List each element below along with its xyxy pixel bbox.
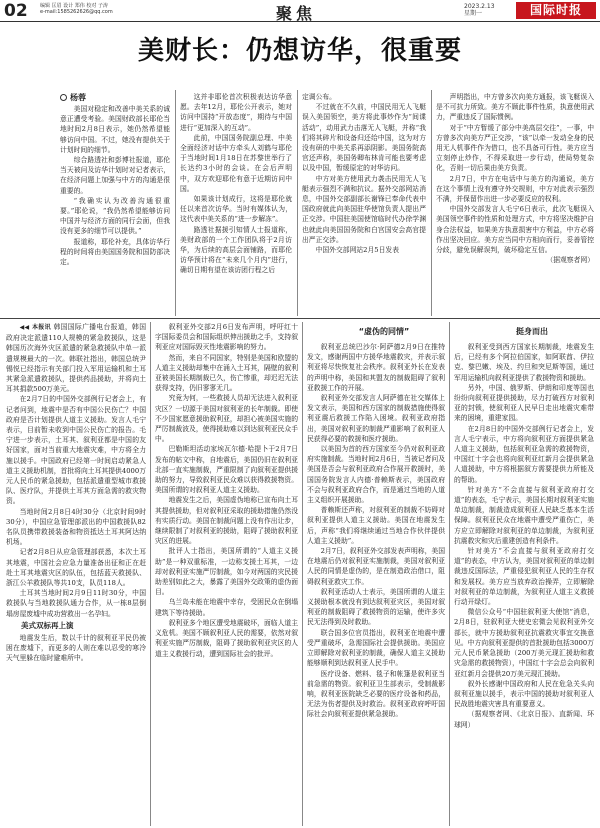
- paragraph: 联合国多位官员指出，叙利亚在地震中遭受严重破坏，急需国际社会提供援助。美国应立即解除对叙利亚的制裁，确保人道主义援助能够顺利到达叙利亚人民手中。: [307, 628, 445, 668]
- paragraph: 巴勒斯坦活动家埃瓦尔德·哈提卜于2月7日发布的帖文中称，自地震后，美国仍旧在叙利亚北部一直实施制裁，严重限制了向叙利亚提供援助的努力，导致叙利亚民众难以获得救援物资。美国所谓的对叙利亚人道主义援助。: [155, 445, 298, 495]
- paragraph: 记者2月8日从应急管理部获悉，本次土耳其地震，中国社会应急力量准备出征和正在赶赴土耳其地震灾区的队伍，包括蓝天救援队、浙江公羊救援队等共10支，队员118人。: [6, 548, 146, 588]
- paragraph: 地震发生后，数以千计的叙利亚平民仍被困在废墟下，而更多的人则在难以忍受的寒冷天气里躲在临时避难所中。: [6, 633, 146, 663]
- paragraph: 叙利亚外交部发言人阿萨德在社交媒体上发文表示，美国和西方国家的制裁措施使得叙利亚震后救援工作陷入困境。叙利亚政府指出，美国对叙利亚的制裁严重影响了叙利亚人民获得必要的救援和医疗援助。: [307, 394, 445, 443]
- paragraph: 2月7日，中方在电话中与美方的沟通说，美方在这个事情上没有遵守外交规则，中方对此表示强烈不满，并保留作出进一步必要反应的权利。: [436, 174, 594, 204]
- paragraph: 批评人士指出，美国所谓的“人道主义援助”是一种双重标准，一边称支援土耳其，一边却对叙利亚实施严厉制裁，如今对两国的灾民援助差别如此之大，暴露了美国外交政策的虚伪面目。: [155, 547, 298, 597]
- paragraph: 普赖斯还声称，对叙利亚的制裁不妨碍对叙利亚提供人道主义援助。美国在地震发生后，声称“我们将继续通过当地合作伙伴提供人道主义援助”。: [307, 506, 445, 545]
- paragraph: 在2月7日的中国外交部例行记者会上，有记者问到，地震中是否有中国公民伤亡？中国政府是否计划提供人道主义援助。发言人毛宁表示，目前暂未收到中国公民伤亡的报告。毛宁进一步表示，土耳其、叙利亚都是中国的友好国家，面对当前重大地震灾难，中方将全力施以援手。中国政府已经第一时间启动紧急人道主义援助机制，首批将向土耳其提供4000万元人民币的紧急援助，包括派遣重型城市救援队、医疗队，并提供土耳其方面急需的救灾物资。: [6, 395, 146, 506]
- date-text: 2023.2.13: [464, 3, 495, 10]
- paragraph: 在2月8日的中国外交部例行记者会上，发言人毛宁表示，中方将向叙利亚方面提供紧急人道主义援助，包括叙利亚急需的救援物资，中国红十字会也将向叙利亚红新月会提供紧急人道援助，中方将根据叙方需要提供力所能及的帮助。: [454, 424, 594, 484]
- paragraph: 美国对稳定和改善中美关系的诚意正遭受考验。美国财政部长耶伦当地时间2月8日表示，她仍然希望能够访问中国。不过，她没有提供关于计划时间的细节。: [60, 105, 170, 154]
- paragraph: 当地时间2月8日4时30分（北京时间9时30分），中国应急管理部派出的中国救援队82名队员携带救援装备和物资抵达土耳其阿达纳机场。: [6, 507, 146, 547]
- article-source: （据观察者网）: [546, 256, 594, 265]
- issue-date: [464, 3, 495, 17]
- paragraph: 综合路透社和彭博社报道，耶伦当天被问及访华计划时对记者表示，在经济问题上加强与中方的沟通是很重要的。: [60, 156, 170, 195]
- subheading: “虚伪的同情”: [358, 327, 410, 336]
- paragraph: 究竟为何，一些救援人员却无法进入叙利亚灾区？一切源于美国对叙利亚的长年制裁。即使不少国家愿意援助叙利亚，却担心被美国实施的严厉制裁波及，使得援助难以到达叙利亚民众手中。: [155, 394, 298, 444]
- paragraph: 乌兰岛未能在地震中幸存，受困民众在倒塌建筑下等待援助。: [155, 598, 298, 617]
- paragraph-text: 韩国国际广播电台报道，韩国政府决定派遣110人规模的紧急救援队，这是韩国历次海外灾区派遣的紧急救援队中单一派遣规模最大的一次。韩联社指出，韩国总统尹锡悦已经指示有关部门投入军用运输机和土耳其紧急派遣救援队，提供药品援助，并将向土耳其捐款500万美元。: [6, 323, 146, 394]
- paragraph: 针对美方“不会直接与叙利亚政府打交道”的表态，中方认为，美国对叙利亚的单边制裁违反国际法，严重侵犯叙利亚人民的生存权和发展权。美方应当放弃政治操弄，立即解除对叙利亚的单边制裁，为叙利亚人道主义救援行动开绿灯。: [454, 547, 594, 607]
- byline: [60, 92, 86, 103]
- paragraph: 医疗设备、燃料、毯子和帐篷是叙利亚当前急需的物资。叙利亚卫生部表示，受制裁影响，叙利亚医院缺乏必要的医疗设备和药品，无法为伤者提供及时救治。叙利亚政府呼吁国际社会向叙利亚提供紧急援助。: [307, 669, 445, 719]
- top-article-col3: [302, 92, 426, 316]
- paragraph: 中国外交部发言人毛宁6日表示，此次飞艇误入美国领空事件的性质和处理方式，中方将坚决维护自身合法权益，如果美方执意损害中方利益，中方必将作出坚决回应。美方应当同中方相向而行，妥善管控分歧，避免误解误判，破坏稳定互信。: [436, 205, 594, 255]
- paragraph: 叙外长感谢中国政府和人民在危急关头向叙利亚施以援手，表示中国的援助对叙利亚人民战胜地震灾害具有重要意义。: [454, 679, 594, 709]
- paragraph: 中国外交部网站2月5日发表: [315, 246, 400, 255]
- column-divider: [302, 322, 303, 826]
- paragraph: 路透社据援引知情人士报道称，美财政部的一个工作团队将于2月访华，为后续的高层会面铺路，而耶伦访华预计将在“未来几个月内”进行，确切日期有望在该访团行程之后: [180, 225, 292, 275]
- reporter-tag: ◀◀ 本报讯: [19, 324, 51, 331]
- paragraph: 不过就在不久前，中国民用无人飞艇误入美国领空，美方将此事炒作为“间谍活动”，动用武力击落无人飞艇，并称“我们将其碎片和设备归还给中国，这为对方没有研的中美关系再添阴影。美国务院高官还声称，美国务卿布林肯可能也要考虑以及中国，暂缓原定的对华访问。: [302, 103, 426, 173]
- paragraph: 以美国为首的西方国家至今仍对叙利亚政府实施制裁。当地时间2月6日，当被记者问及美国是否会与叙利亚政府合作展开救援时，美国国务院发言人内德·普赖斯表示，美国政府不会与叙利亚政府合作，而是通过当地的人道主义组织开展援助。: [307, 445, 445, 505]
- subheading: 挺身而出: [516, 327, 548, 336]
- paragraph: 中方对美方使用武力袭击民用无人飞艇表示强烈不满和抗议。据外交部网站消息，中国外交部副部长谢锋已奉命代表中国政府就此向美国驻华使馆负责人提出严正交涉。中国驻美国使馆临时代办徐学渊也就此向美国国务院和白宫国安会高官提出严正交涉。: [302, 174, 426, 244]
- paragraph: 2月7日，叙利亚外交部发表声明称，美国在地震后仍对叙利亚实施制裁，美国对叙利亚人民的同情是虚伪的，是在制造政治借口，阻碍叙利亚救灾工作。: [307, 547, 445, 586]
- weekday-text: 星期一: [464, 10, 483, 17]
- masthead: [0, 0, 600, 22]
- paragraph: 声明指出，中方曾多次向美方通报，该飞艇误入是不可抗力所致。美方不顾此事件性质，执意使用武力，严重违反了国际惯例。: [436, 93, 594, 122]
- top-article-col2: [180, 92, 292, 316]
- page-number: 02: [4, 1, 28, 21]
- column-divider: [175, 90, 176, 316]
- top-article-col4: [436, 92, 594, 316]
- paragraph: 地震发生之后，美国虚伪地称已宣布向土耳其提供援助，但对叙利亚采取的援助措施仍然没有实质行动。美国在制裁问题上没有作出让步，继续限制了对叙利亚的援助，阻碍了援助叙利亚灾区的进展。: [155, 496, 298, 546]
- top-article-col1: [60, 104, 170, 316]
- paragraph: 报道称，耶伦补充，具体访华行程的时间将由美国国务院和国防部决定。: [60, 237, 170, 267]
- bottom-col2: [155, 322, 298, 826]
- column-divider: [449, 322, 450, 826]
- paragraph: 叙利亚外交部2月6日发布声明，呼吁红十字国际委员会和国际组织伸出援助之手，支持叙利亚应对国际毁灭性地震影响的努力。: [155, 323, 298, 352]
- paragraph: 叙利亚多个地区遭受地震破坏，面临人道主义危机。美国不顾叙利亚人民的需要，依然对叙利亚实施严厉制裁，阻碍了援助叙利亚灾区的人道主义救援行动，遭到国际社会的批评。: [155, 618, 298, 658]
- editors-info: [40, 3, 113, 15]
- editors-line: 编辑 匡眉 设计 郑伟 校对 子涛: [40, 3, 108, 9]
- paragraph: 如果该计划成行，这将是耶伦就任以来首次访华。当时有媒体认为，这代表中美关系的“进一步解冻”。: [180, 195, 292, 224]
- column-divider: [431, 90, 432, 316]
- column-divider: [297, 90, 298, 316]
- paragraph: “我确实认为改善沟通很重要。”耶伦说，“我仍然希望能够访问中国并与经济方面的同行会面，但我没有更多的细节可以提供。”: [60, 196, 170, 236]
- paragraph: [6, 322, 146, 394]
- pen-icon: [60, 94, 67, 101]
- paragraph: 叙利亚受到西方国家长期制裁，地震发生后，已经有多个阿拉伯国家，如阿联酋、伊拉克、黎巴嫩、埃及、约旦和突尼斯等国，通过军用运输机向叙利亚提供了救援物资和援助。: [454, 343, 594, 382]
- paragraph: 定调公布。: [302, 93, 336, 101]
- paragraph: 土耳其当地时间2月9日11时30分，中国救援队与当地救援队通力合作，从一栋8层倒塌房屋废墟中成功营救出一名孕妇。: [6, 589, 146, 618]
- paragraph: 叙利亚活动人士表示，美国所谓的人道主义援助根本就没有到达叙利亚灾区，美国对叙利亚的制裁阻碍了救援物资的运输，使许多灾民无法得到及时救助。: [307, 587, 445, 627]
- bottom-col4: [454, 322, 594, 826]
- paragraph: 此前，中国国务院副总理、中美全面经济对话中方牵头人刘鹤与耶伦于当地时间1月18日在苏黎世举行了长达约3小时的会谈。在会后声明中，双方欢迎耶伦有意于近期访问中国。: [180, 133, 292, 193]
- paragraph: 这并非耶伦首次积极表达访华意愿。去年12月，耶伦公开表示，她对访问中国持“开放态度”，期待与中国进行“更加深入的互动”。: [180, 93, 292, 132]
- bottom-col1: [6, 322, 146, 826]
- page-headline: 美财长：仍想访华，很重要: [137, 36, 462, 66]
- article-source: （据观察者网、《北京日报》、直新闻、环球网）: [454, 710, 594, 729]
- paragraph: 微信公众号“中国驻叙利亚大使馆”消息，2月8日，驻叙利亚大使史宏微会见叙利亚外交部长，就中方援助叙利亚抗震救灾事宜交换意见。中方向叙利亚提供的首批援助包括3000万元人民币紧急援助（200万美元现汇援助和救灾急需的救援物资），中国红十字会总会向叙利亚红新月会提供20万美元现汇援助。: [454, 608, 594, 678]
- subheading: 美式双标再上演: [21, 620, 74, 630]
- section-name: 聚焦: [276, 4, 317, 23]
- paragraph: 叙利亚总统巴沙尔·阿萨德2月9日在推特发文，感谢两国中方援华地震救灾，并表示叙利亚将尽快恢复社会秩序。叙利亚外长在发表的声明中称，美国和其盟友的制裁阻碍了叙利亚救援工作的开展。: [307, 343, 445, 392]
- bottom-col3: [307, 322, 445, 826]
- paragraph: 针对美方“不会直接与叙利亚政府打交道”的表态，毛宁表示，美国长期对叙利亚实施单边制裁，制裁造成叙利亚人民缺乏基本生活保障。叙利亚民众在地震中遭受严重伤亡，美方应立即解除对叙利亚的单边制裁，为叙利亚抗震救灾和灾后重建创造有利条件。: [454, 485, 594, 545]
- section-divider: [0, 318, 600, 319]
- column-divider: [150, 322, 151, 826]
- paragraph: 然而，来自不同国家，特别是美国和欧盟的人道主义援助却集中在涌入土耳其，隔壁的叙利亚被美国长期制裁已久，伤亡惨重，却迟迟无法获得支持，仍旧寥寥无几。: [155, 353, 298, 393]
- paragraph: 对于“中方暂缓了部分中美高层交往”，一事，中方曾多次向美方严正交涉，“该”以牵一发动全身的民用无人机事件作为借口，也不具备可行性。美方应当立刻停止炒作，不得采取进一步行动，使局势复杂化，否则一切后果由美方负责。: [436, 123, 594, 173]
- editor-email: e-mail:1585262626@qq.com: [40, 9, 113, 15]
- paragraph: 另外，中国、俄罗斯、伊朗和印度等国也纷纷向叙利亚提供援助，尽力打破西方对叙利亚的封锁，使叙利亚人民早日走出地震灾难带来的困境，重建家园。: [454, 383, 594, 423]
- newspaper-logo: 国际时报: [516, 2, 596, 19]
- byline-author: 杨蓉: [70, 93, 86, 102]
